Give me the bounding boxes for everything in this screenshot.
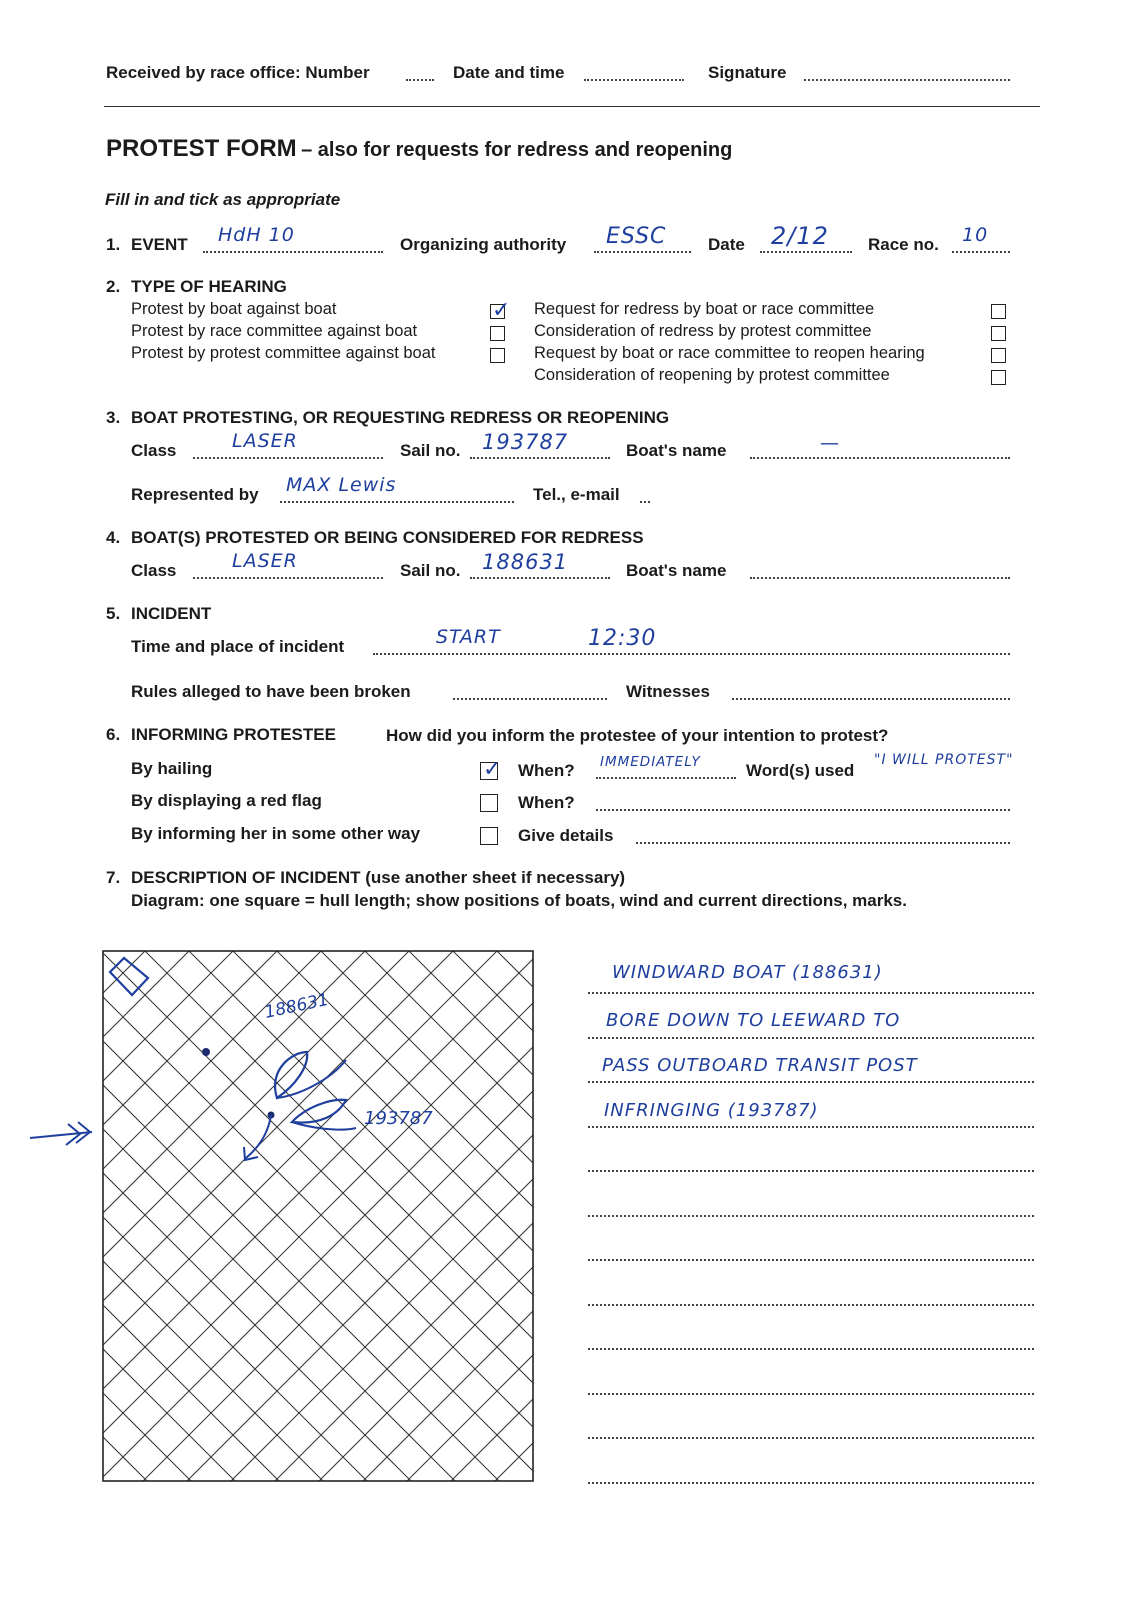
s3-boat-name-value: — bbox=[820, 432, 840, 454]
represented-by-label: Represented by bbox=[131, 485, 259, 504]
grid-line bbox=[0, 951, 101, 1481]
date-time-label: Date and time bbox=[453, 63, 565, 82]
time-place-label: Time and place of incident bbox=[131, 637, 345, 656]
by-hailing-label: By hailing bbox=[131, 759, 213, 778]
grid-line bbox=[0, 951, 279, 1481]
grid-line bbox=[0, 951, 323, 1481]
boat-193787-icon bbox=[292, 1100, 346, 1123]
grid-line bbox=[0, 951, 455, 1481]
description-line-field[interactable] bbox=[588, 1437, 1034, 1439]
boat-protesting-heading: BOAT PROTESTING, OR REQUESTING REDRESS OR REOPENING bbox=[131, 408, 670, 427]
description-line-2: BORE DOWN TO LEEWARD TO bbox=[606, 1010, 901, 1031]
description-line-field[interactable] bbox=[588, 1170, 1034, 1172]
grid-line bbox=[99, 951, 629, 1481]
race-no-label: Race no. bbox=[868, 235, 939, 254]
informing-protestee-heading: INFORMING PROTESTEE bbox=[131, 725, 336, 744]
diagram-border bbox=[103, 951, 533, 1481]
diagram-label-193787: 193787 bbox=[364, 1108, 433, 1129]
words-used-value: "I WILL PROTEST" bbox=[874, 752, 1014, 768]
description-line-field[interactable] bbox=[588, 1259, 1034, 1261]
event-value: HdH 10 bbox=[218, 224, 295, 246]
grid-line bbox=[0, 951, 147, 1481]
hail-when-label: When? bbox=[518, 761, 575, 780]
flag-when-label: When? bbox=[518, 793, 575, 812]
date-value: 2/12 bbox=[771, 222, 829, 250]
s4-sail-label: Sail no. bbox=[400, 561, 461, 580]
s2-number: 2. bbox=[106, 277, 121, 296]
description-line-field[interactable] bbox=[588, 1348, 1034, 1350]
event-label: EVENT bbox=[131, 235, 188, 254]
grid-line bbox=[0, 951, 13, 1481]
time-place-value-time: 12:30 bbox=[588, 626, 657, 651]
s5-number: 5. bbox=[106, 604, 121, 623]
grid-line bbox=[13, 951, 543, 1481]
grid-line bbox=[0, 951, 277, 1481]
give-details-label: Give details bbox=[518, 826, 614, 845]
title-text: PROTEST FORM bbox=[106, 135, 297, 162]
s3-number: 3. bbox=[106, 408, 121, 427]
grid-line bbox=[0, 951, 497, 1481]
description-line-field[interactable] bbox=[588, 1393, 1034, 1395]
description-line-3: PASS OUTBOARD TRANSIT POST bbox=[602, 1055, 918, 1076]
s3-class-label: Class bbox=[131, 441, 177, 460]
option-request-redress: Request for redress by boat or race committee bbox=[534, 300, 875, 318]
s3-boat-name-label: Boat's name bbox=[626, 441, 727, 460]
description-line-4: INFRINGING (193787) bbox=[604, 1100, 819, 1121]
grid-line bbox=[0, 951, 103, 1481]
diagram-note: Diagram: one square = hull length; show positions of boats, wind and current directions, marks. bbox=[131, 891, 907, 910]
description-line-1: WINDWARD BOAT (188631) bbox=[612, 962, 883, 983]
description-line-field[interactable] bbox=[588, 992, 1034, 994]
mark-dot-icon bbox=[202, 1048, 210, 1056]
mark-icon bbox=[110, 958, 148, 995]
grid-line bbox=[0, 951, 57, 1481]
organizing-authority-value: ESSC bbox=[606, 224, 667, 249]
description-line-field[interactable] bbox=[588, 1482, 1034, 1484]
other-way-label: By informing her in some other way bbox=[131, 824, 421, 843]
grid-line bbox=[0, 951, 499, 1481]
informing-question: How did you inform the protestee of your intention to protest? bbox=[386, 726, 889, 745]
option-consider-reopen: Consideration of reopening by protest committee bbox=[534, 366, 890, 384]
s4-number: 4. bbox=[106, 528, 121, 547]
type-of-hearing-heading: TYPE OF HEARING bbox=[131, 277, 287, 296]
tick-by-hailing: ✓ bbox=[483, 757, 502, 782]
title-subtitle: – also for requests for redress and reopening bbox=[301, 139, 733, 161]
grid-line bbox=[11, 951, 541, 1481]
option-request-reopen: Request by boat or race committee to reopen hearing bbox=[534, 344, 925, 362]
s4-sail-value: 188631 bbox=[482, 550, 569, 574]
s4-boat-name-label: Boat's name bbox=[626, 561, 727, 580]
option-pc-vs-boat: Protest by protest committee against boat bbox=[131, 344, 436, 362]
tick-boat-vs-boat: ✓ bbox=[492, 298, 511, 323]
description-line-field[interactable] bbox=[588, 1081, 1034, 1083]
grid-line bbox=[0, 951, 145, 1481]
s3-sail-label: Sail no. bbox=[400, 441, 461, 460]
represented-by-value: MAX Lewis bbox=[286, 474, 397, 496]
s4-class-label: Class bbox=[131, 561, 177, 580]
time-place-value-place: START bbox=[436, 626, 501, 648]
wind-arrow-icon bbox=[30, 1122, 92, 1145]
diagram-label-188631: 188631 bbox=[262, 989, 331, 1023]
date-label: Date bbox=[708, 235, 745, 254]
boat-protested-heading: BOAT(S) PROTESTED OR BEING CONSIDERED FOR REDRESS bbox=[131, 528, 644, 547]
grid-line bbox=[0, 951, 409, 1481]
rules-label: Rules alleged to have been broken bbox=[131, 682, 411, 701]
grid-line bbox=[0, 951, 411, 1481]
description-line-field[interactable] bbox=[588, 1126, 1034, 1128]
received-label: Received by race office: Number bbox=[106, 63, 370, 82]
description-line-field[interactable] bbox=[588, 1215, 1034, 1217]
red-flag-label: By displaying a red flag bbox=[131, 791, 322, 810]
grid-line bbox=[0, 951, 321, 1481]
grid-line bbox=[57, 951, 587, 1481]
grid-line bbox=[0, 951, 189, 1481]
grid-line bbox=[101, 951, 631, 1481]
race-no-value: 10 bbox=[962, 224, 989, 246]
words-used-label: Word(s) used bbox=[746, 761, 855, 780]
description-heading: DESCRIPTION OF INCIDENT (use another sheet if necessary) bbox=[131, 868, 626, 887]
organizing-authority-label: Organizing authority bbox=[400, 235, 567, 254]
s3-sail-value: 193787 bbox=[482, 430, 569, 454]
description-line-field[interactable] bbox=[588, 1304, 1034, 1306]
instruction-text: Fill in and tick as appropriate bbox=[105, 190, 341, 209]
s7-number: 7. bbox=[106, 868, 121, 887]
option-boat-vs-boat: Protest by boat against boat bbox=[131, 300, 337, 318]
grid-line bbox=[0, 951, 453, 1481]
s4-class-value: LASER bbox=[232, 550, 298, 572]
option-rc-vs-boat: Protest by race committee against boat bbox=[131, 322, 418, 340]
s1-number: 1. bbox=[106, 235, 121, 254]
grid-line bbox=[1025, 951, 1141, 1481]
signature-label: Signature bbox=[708, 63, 787, 82]
tel-email-label: Tel., e-mail bbox=[533, 485, 620, 504]
option-consider-redress: Consideration of redress by protest committee bbox=[534, 322, 872, 340]
s6-number: 6. bbox=[106, 725, 121, 744]
description-line-field[interactable] bbox=[588, 1037, 1034, 1039]
witnesses-label: Witnesses bbox=[626, 682, 710, 701]
incident-heading: INCIDENT bbox=[131, 604, 212, 623]
s3-class-value: LASER bbox=[232, 430, 298, 452]
grid-line bbox=[55, 951, 585, 1481]
hail-when-value: IMMEDIATELY bbox=[600, 754, 701, 770]
grid-line bbox=[0, 951, 191, 1481]
